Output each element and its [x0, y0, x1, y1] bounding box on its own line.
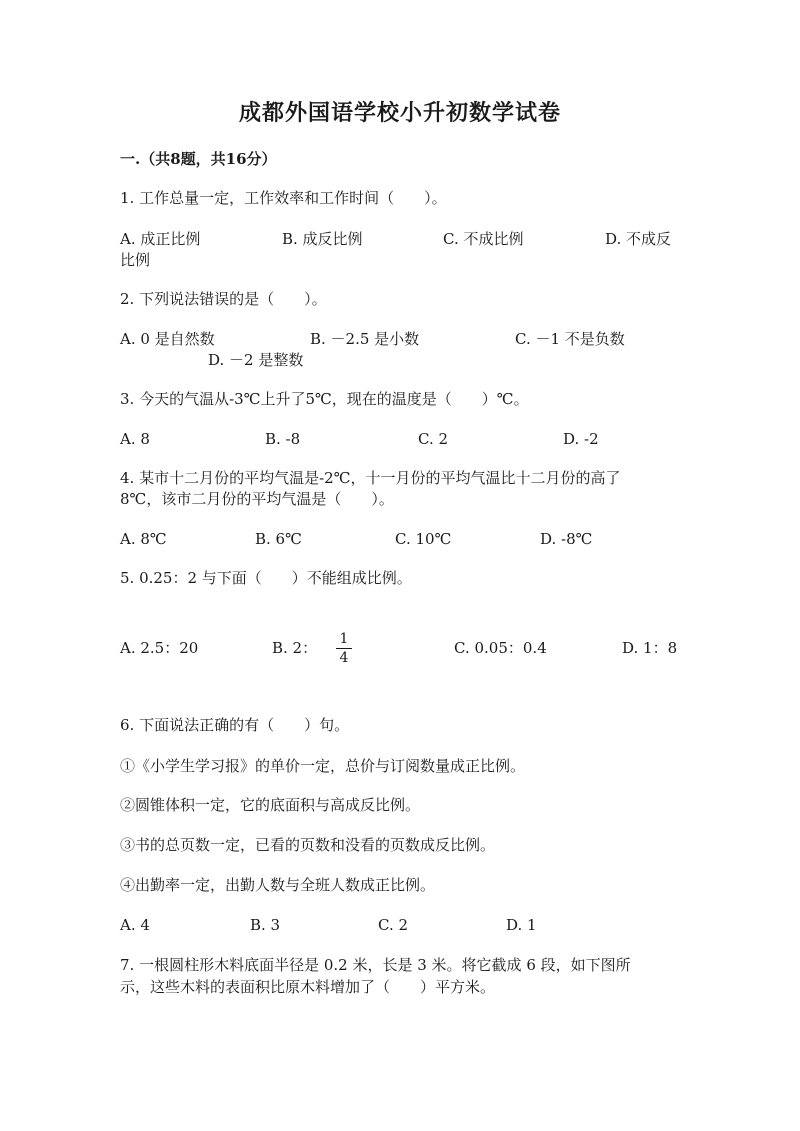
q1-option-c[interactable]: C. 不成比例 [443, 230, 524, 248]
q6-statement-1: ①《小学生学习报》的单价一定，总价与订阅数量成正比例。 [120, 757, 526, 775]
q6-statement-2: ②圆锥体积一定，它的底面积与高成反比例。 [120, 796, 421, 814]
q4-option-c[interactable]: C. 10℃ [395, 530, 452, 548]
q6-option-b[interactable]: B. 3 [250, 916, 281, 934]
q6-option-a[interactable]: A. 4 [120, 916, 150, 934]
q3-option-b[interactable]: B. -8 [265, 430, 301, 448]
question-5-stem: 5. 0.25：2 与下面（ ）不能组成比例。 [120, 569, 412, 587]
q6-statement-3: ③书的总页数一定，已看的页数和没看的页数成反比例。 [120, 836, 496, 854]
q6-statement-4: ④出勤率一定，出勤人数与全班人数成正比例。 [120, 876, 436, 894]
q4-option-a[interactable]: A. 8℃ [120, 530, 167, 548]
question-3-stem: 3. 今天的气温从-3℃上升了5℃，现在的温度是（ ）℃。 [120, 390, 529, 408]
q3-option-a[interactable]: A. 8 [120, 430, 150, 448]
q5-option-d[interactable]: D. 1：8 [622, 639, 678, 657]
exam-title: 成都外国语学校小升初数学试卷 [238, 100, 561, 126]
question-7-stem-line1: 7. 一根圆柱形木料底面半径是 0.2 米，长是 3 米。将它截成 6 段，如下图所 [120, 956, 631, 974]
q5-option-a[interactable]: A. 2.5：20 [120, 639, 199, 657]
question-1-stem: 1. 工作总量一定，工作效率和工作时间（ ）。 [120, 189, 447, 207]
question-4-stem-line2: 8℃，该市二月份的平均气温是（ ）。 [120, 490, 394, 508]
q2-option-b[interactable]: B. －2.5 是小数 [310, 330, 420, 348]
q5-option-c[interactable]: C. 0.05：0.4 [454, 639, 547, 657]
question-7-stem-line2: 示，这些木料的表面积比原木料增加了（ ）平方米。 [120, 978, 496, 996]
question-2-stem: 2. 下列说法错误的是（ ）。 [120, 290, 327, 308]
q1-option-a[interactable]: A. 成正比例 [120, 230, 201, 248]
q4-option-d[interactable]: D. -8℃ [540, 530, 593, 548]
q3-option-d[interactable]: D. -2 [563, 430, 599, 448]
fraction-denominator: 4 [339, 650, 349, 666]
q2-option-a[interactable]: A. 0 是自然数 [120, 330, 215, 348]
q5-option-b-fraction [336, 631, 352, 666]
q4-option-b[interactable]: B. 6℃ [255, 530, 302, 548]
q2-option-d[interactable]: D. －2 是整数 [208, 351, 304, 369]
q1-option-d-cont: 比例 [120, 251, 151, 269]
q2-option-c[interactable]: C. －1 不是负数 [515, 330, 625, 348]
question-6-stem: 6. 下面说法正确的有（ ）句。 [120, 716, 350, 734]
q6-option-c[interactable]: C. 2 [378, 916, 409, 934]
fraction-bar [336, 648, 352, 649]
q3-option-c[interactable]: C. 2 [418, 430, 449, 448]
q6-option-d[interactable]: D. 1 [506, 916, 537, 934]
q1-option-d[interactable]: D. 不成反 [605, 230, 672, 248]
section-heading: 一.（共8题，共16分） [120, 150, 277, 168]
question-4-stem-line1: 4. 某市十二月份的平均气温是-2℃，十一月份的平均气温比十二月份的高了 [120, 469, 621, 487]
q5-option-b[interactable]: B. 2： [272, 639, 318, 657]
fraction-numerator: 1 [339, 631, 349, 647]
q1-option-b[interactable]: B. 成反比例 [282, 230, 363, 248]
